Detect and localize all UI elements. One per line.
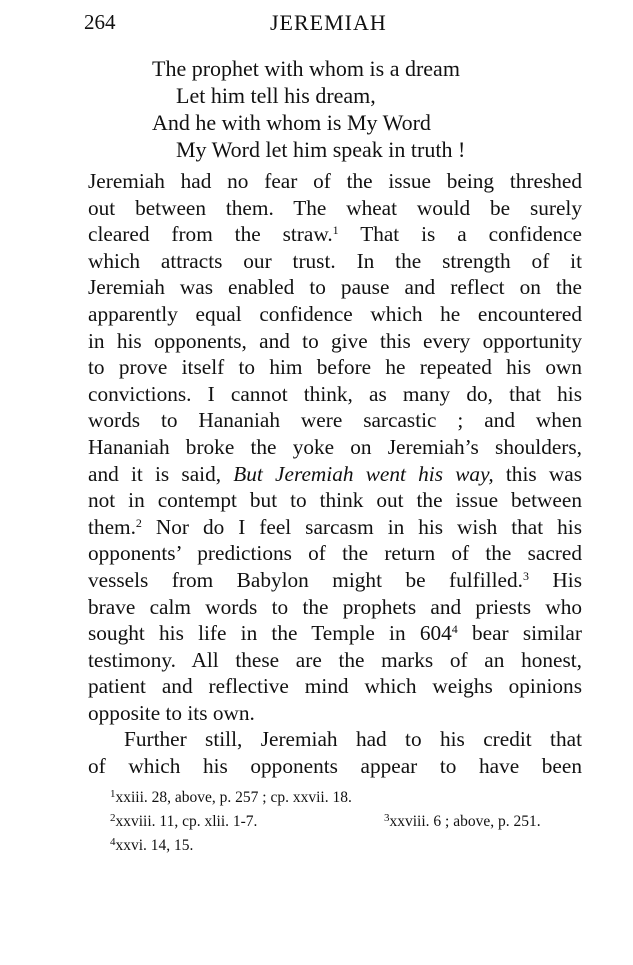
footnote-3: $^3$xxviii. 6 ; above, p. 251. <box>384 812 541 830</box>
footnote-2: $^2$xxviii. 11, cp. xlii. 1-7. <box>110 812 258 830</box>
verse-line: Let him tell his dream, <box>176 83 376 108</box>
footnote-ref: 2 <box>135 515 142 530</box>
page-number: 264 <box>84 10 116 34</box>
italic-quote: But Jeremiah went his way, <box>233 461 494 486</box>
text-line: patient and reflective mind which weighs opinions <box>88 674 582 699</box>
text-line: Further still, Jeremiah had to his credit that <box>124 727 582 752</box>
body-text <box>88 168 582 780</box>
text-line: apparently equal confidence which he encountered <box>88 301 582 326</box>
text-line: Jeremiah was enabled to pause and reflect on the <box>88 275 582 300</box>
text-line: out between them. The wheat would be surely <box>88 195 582 220</box>
text-line: words to Hananiah were sarcastic ; and when <box>88 408 582 433</box>
text-line: brave calm words to the prophets and priests who <box>88 594 582 619</box>
text-line: opponents’ predictions of the return of the sacred <box>88 541 582 566</box>
text-line: which attracts our trust. In the strength of it <box>88 248 582 273</box>
text-line: Hananiah broke the yoke on Jeremiah’s shoulders, <box>88 434 582 459</box>
text-line: opposite to its own. <box>88 700 255 725</box>
text-line: not in contempt but to think out the issue between <box>88 488 582 513</box>
verse-line: My Word let him speak in truth ! <box>176 137 466 162</box>
text-line: Jeremiah had no fear of the issue being threshed <box>88 169 582 193</box>
text-line: to prove itself to him before he repeated his own <box>88 355 582 380</box>
footnote-1: $^1$xxiii. 28, above, p. 257 ; cp. xxvii. 18. <box>110 788 352 806</box>
running-title: JEREMIAH <box>270 10 387 35</box>
verse-line: The prophet with whom is a dream <box>152 56 460 81</box>
footnote-ref: 4 <box>451 622 458 637</box>
text-line: sought his life in the Temple in $604^4$ bear similar <box>88 621 582 646</box>
text-line: vessels from Babylon might be fulfilled.$^3$ His <box>88 567 582 592</box>
text-line: convictions. I cannot think, as many do, that his <box>88 381 582 406</box>
text-line: of which his opponents appear to have been <box>88 754 582 779</box>
text-line: testimony. All these are the marks of an honest, <box>88 647 582 672</box>
footnote-ref: 1 <box>332 223 339 238</box>
text-line: cleared from the straw.$^1$ That is a confidence <box>88 222 582 247</box>
footnote-4: $^4$xxvi. 14, 15. <box>110 836 194 854</box>
text-line: them.$^2$ Nor do I feel sarcasm in his wish that his <box>88 514 582 539</box>
text-line: in his opponents, and to give this every opportunity <box>88 328 582 353</box>
footnote-ref: 3 <box>522 568 529 583</box>
text-line: and it is said, But Jeremiah went his way, this was <box>88 461 582 486</box>
verse-line: And he with whom is My Word <box>152 110 431 135</box>
